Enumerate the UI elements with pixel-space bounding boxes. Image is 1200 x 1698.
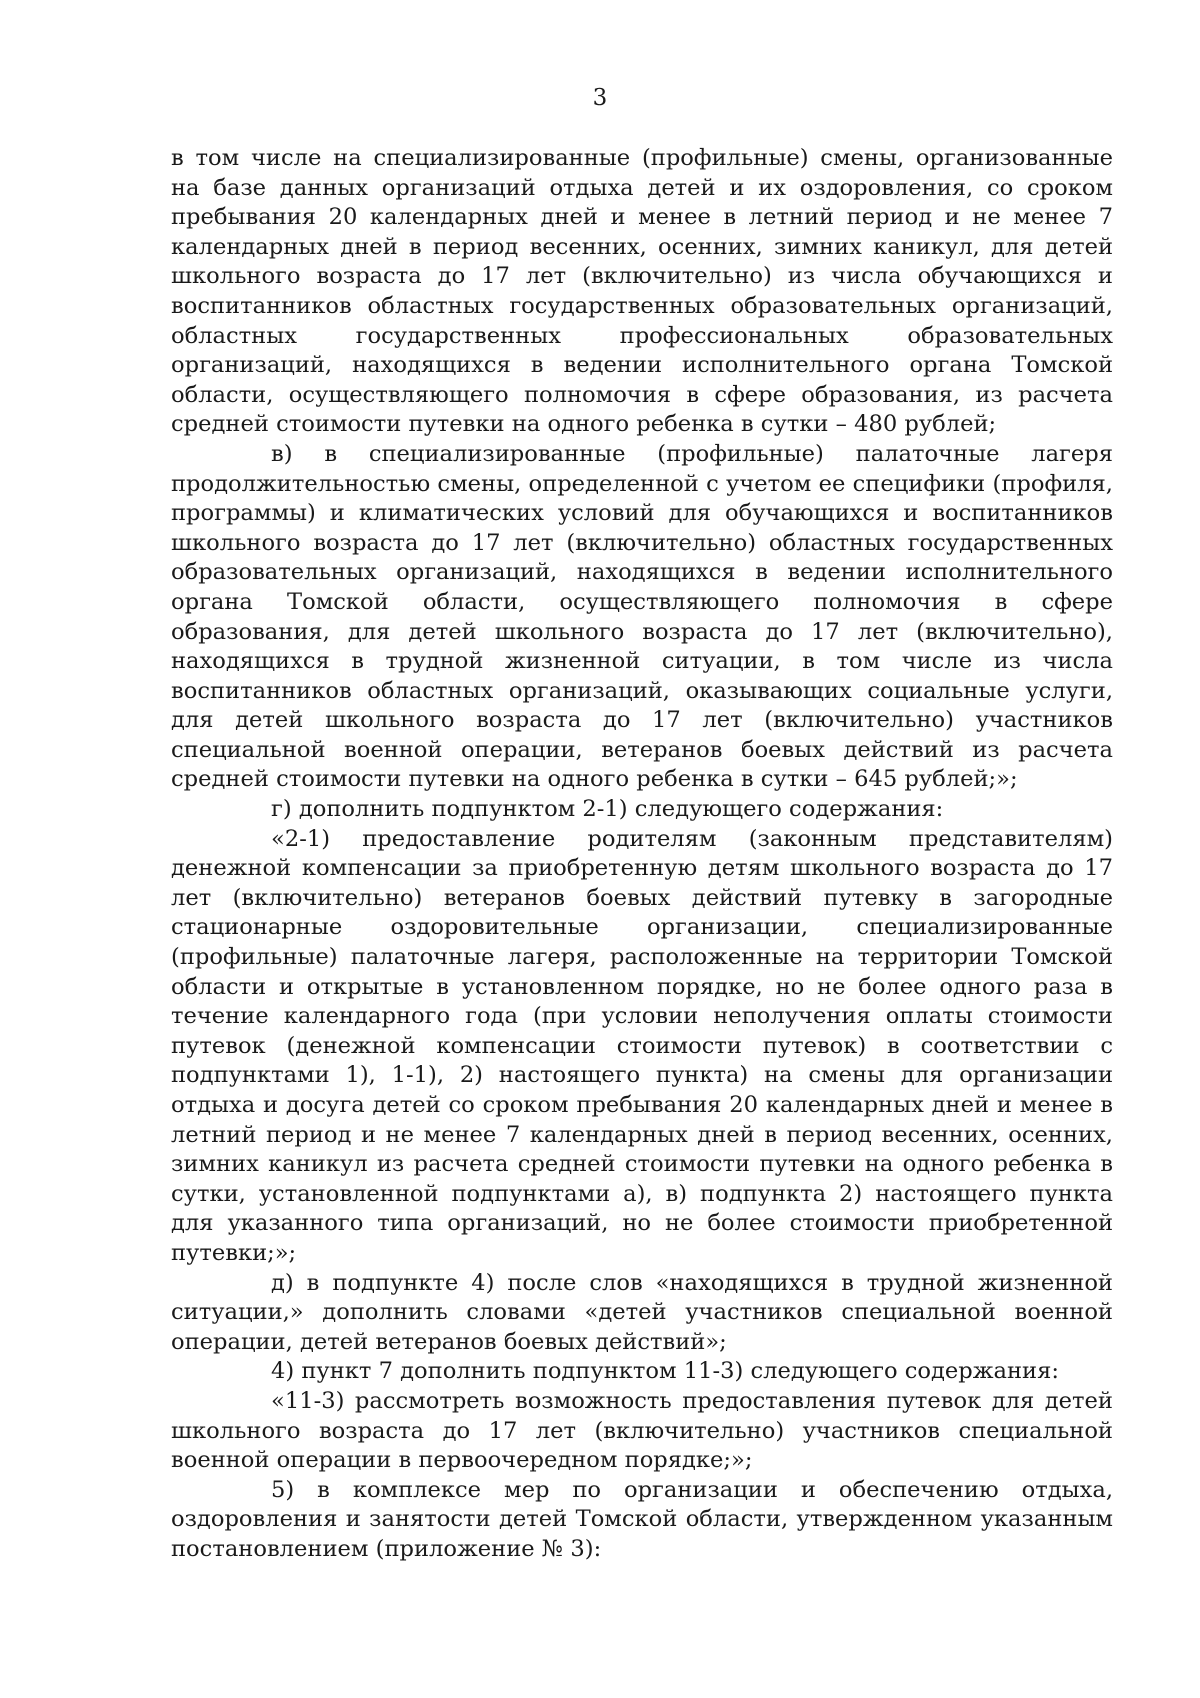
document-body bbox=[171, 144, 1113, 1565]
paragraph-11-3-priority: «11-3) рассмотреть возможность предоставления путевок для детей школьного возраста до 17 лет (включительно) участников специальной военной операции в первоочередном порядке;»; bbox=[171, 1387, 1113, 1474]
paragraph-2-1-compensation: «2-1) предоставление родителям (законным представителям) денежной компенсации за приобретенную детям школьного возраста до 17 лет (включительно) ветеранов боевых действий путевку в загородные стационарные оздоровительные организации, специализированные (профильные) палаточные лагеря, расположенные на территории Томской области и открытые в установленном порядке, но не более одного раза в течение календарного года (при условии неполучения оплаты стоимости путевок (денежной компенсации стоимости путевок) в соответствии с подпунктами 1), 1-1), 2) настоящего пункта) на смены для организации отдыха и досуга детей со сроком пребывания 20 календарных дней и менее в летний период и не менее 7 календарных дней в период весенних, осенних, зимних каникул из расчета средней стоимости путевки на одного ребенка в сутки, установленной подпунктами а), в) подпункта 2) настоящего пункта для указанного типа организаций, но не более стоимости приобретенной путевки;»; bbox=[171, 825, 1113, 1266]
paragraph-4-item-7: 4) пункт 7 дополнить подпунктом 11-3) следующего содержания: bbox=[271, 1358, 1059, 1385]
paragraph-d-subitem-4: д) в подпункте 4) после слов «находящихся в трудной жизненной ситуации,» дополнить словами «детей участников специальной военной операции, детей ветеранов боевых действий»; bbox=[171, 1269, 1113, 1355]
page-number: 3 bbox=[592, 85, 608, 111]
paragraph-g-add-subitem: г) дополнить подпунктом 2-1) следующего содержания: bbox=[271, 796, 944, 823]
paragraph-v-tent-camps: в) в специализированные (профильные) палаточные лагеря продолжительностью смены, определенной с учетом ее специфики (профиля, программы) и климатических условий для обучающихся и воспитанников школьного возраста до 17 лет (включительно) областных государственных образовательных организаций, находящихся в ведении исполнительного органа Томской области, осуществляющего полномочия в сфере образования, для детей школьного возраста до 17 лет (включительно), находящихся в трудной жизненной ситуации, в том числе из числа воспитанников областных организаций, оказывающих социальные услуги, для детей школьного возраста до 17 лет (включительно) участников специальной военной операции, ветеранов боевых действий из расчета средней стоимости путевки на одного ребенка в сутки – 645 рублей;»; bbox=[171, 440, 1113, 793]
paragraph-5-complex-measures: 5) в комплексе мер по организации и обеспечению отдыха, оздоровления и занятости детей Томской области, утвержденном указанным постановлением (приложение № 3): bbox=[171, 1476, 1113, 1562]
paragraph-continuation: в том числе на специализированные (профильные) смены, организованные на базе данных организаций отдыха детей и их оздоровления, со сроком пребывания 20 календарных дней и менее в летний период и не менее 7 календарных дней в период весенних, осенних, зимних каникул, для детей школьного возраста до 17 лет (включительно) из числа обучающихся и воспитанников областных государственных образовательных организаций, областных государственных профессиональных образовательных организаций, находящихся в ведении исполнительного органа Томской области, осуществляющего полномочия в сфере образования, из расчета средней стоимости путевки на одного ребенка в сутки – 480 рублей; bbox=[171, 145, 1113, 438]
